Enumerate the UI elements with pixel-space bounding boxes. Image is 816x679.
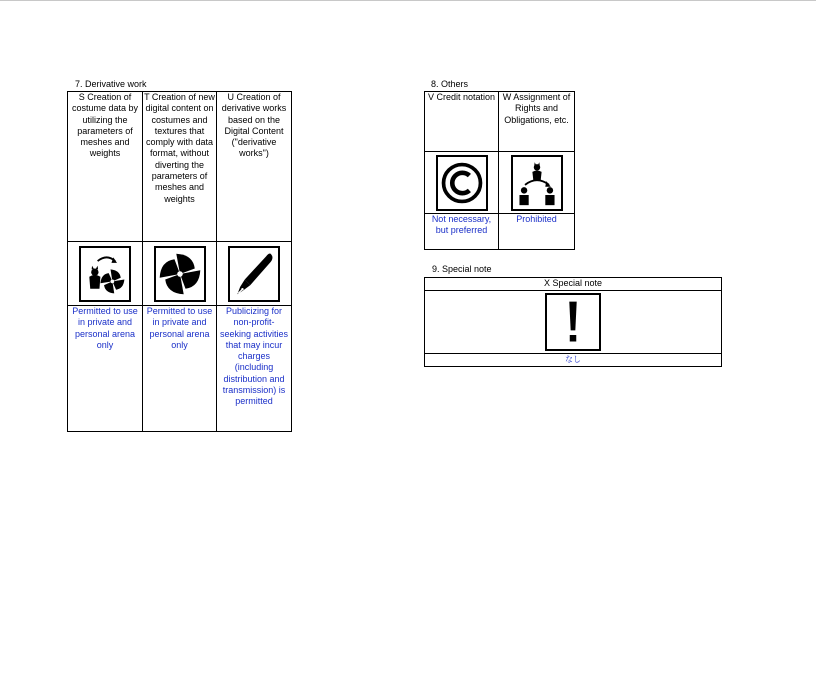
cat-transfer-people-icon xyxy=(511,155,563,211)
value-w: Prohibited xyxy=(499,214,575,250)
others-table xyxy=(424,91,575,250)
pinwheel-icon xyxy=(154,246,206,302)
header-x: X Special note xyxy=(425,278,722,291)
value-s: Permitted to use in private and personal arena only xyxy=(68,306,143,432)
top-divider xyxy=(0,0,816,1)
section-title-others: 8. Others xyxy=(431,79,469,89)
icon-cell-u xyxy=(217,242,292,306)
icon-cell-s xyxy=(68,242,143,306)
header-t: T Creation of new digital content on costumes and textures that comply with data format, without diverting the parameters of meshes and weights xyxy=(143,92,217,242)
icon-cell-x xyxy=(425,291,722,354)
derivative-work-table xyxy=(67,91,292,432)
special-note-table xyxy=(424,277,722,367)
cat-rearranging-pinwheel-icon xyxy=(79,246,131,302)
icon-cell-v xyxy=(425,152,499,214)
icon-cell-t xyxy=(143,242,217,306)
section-title-derivative-work: 7. Derivative work xyxy=(75,79,147,89)
header-v: V Credit notation xyxy=(425,92,499,152)
icon-cell-w xyxy=(499,152,575,214)
pen-nib-icon xyxy=(228,246,280,302)
exclamation-icon xyxy=(545,293,601,351)
header-w: W Assignment of Rights and Obligations, etc. xyxy=(499,92,575,152)
value-u: Publicizing for non-profit-seeking activities that may incur charges (including distribution and transmission) is permitted xyxy=(217,306,292,432)
value-x: なし xyxy=(425,354,722,367)
header-u: U Creation of derivative works based on the Digital Content ("derivative works") xyxy=(217,92,292,242)
value-t: Permitted to use in private and personal arena only xyxy=(143,306,217,432)
header-s: S Creation of costume data by utilizing the parameters of meshes and weights xyxy=(68,92,143,242)
section-title-special-note: 9. Special note xyxy=(432,264,492,274)
copyright-icon xyxy=(436,155,488,211)
value-v: Not necessary, but preferred xyxy=(425,214,499,250)
